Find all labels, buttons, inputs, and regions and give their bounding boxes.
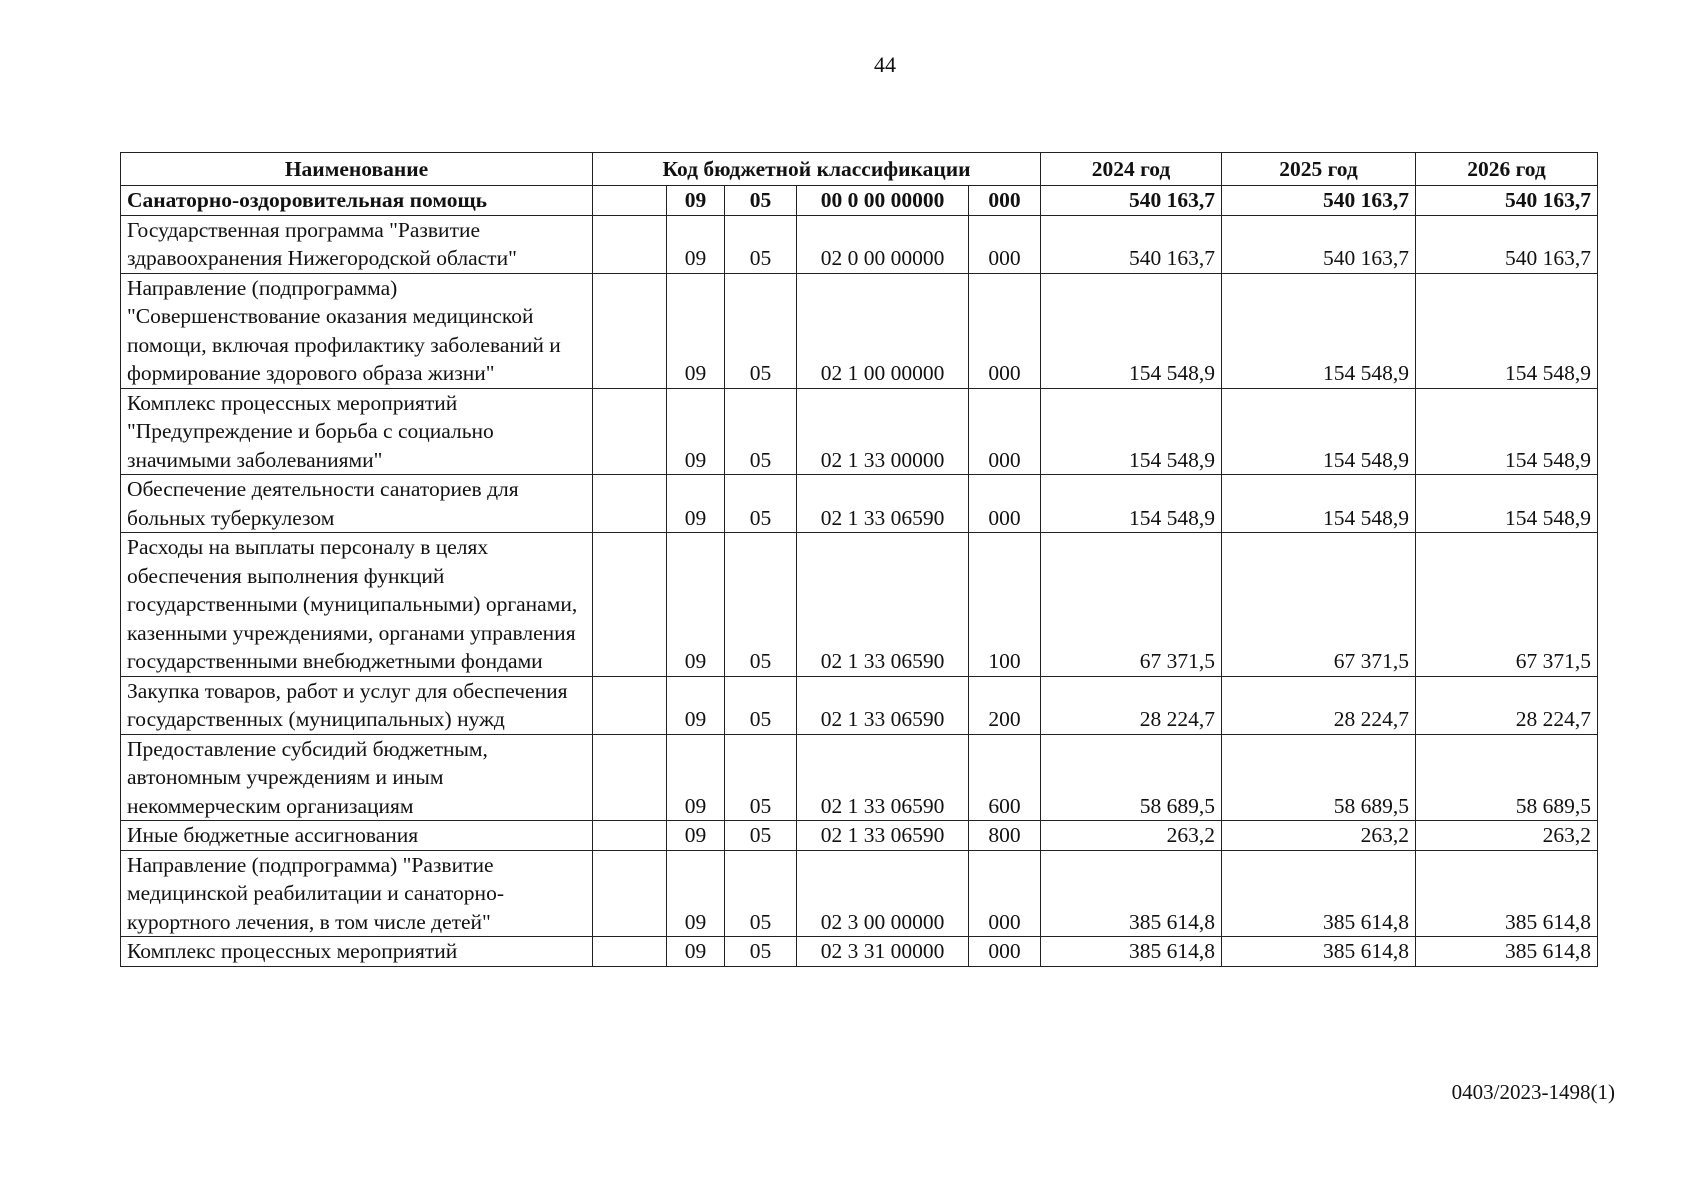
table-row [121, 937, 1598, 967]
row-target-article-code: 00 0 00 00000 [797, 186, 969, 216]
row-amount-2026: 385 614,8 [1416, 850, 1598, 937]
row-blank-cell [593, 676, 667, 734]
row-blank-cell [593, 388, 667, 475]
row-subsection-code: 05 [725, 475, 797, 533]
row-blank-cell [593, 850, 667, 937]
row-subsection-code: 05 [725, 388, 797, 475]
row-amount-2025: 154 548,9 [1222, 388, 1416, 475]
row-subsection-code: 05 [725, 186, 797, 216]
row-blank-cell [593, 475, 667, 533]
row-target-article-code: 02 1 33 06590 [797, 734, 969, 821]
page-number: 44 [874, 52, 896, 77]
row-section-code: 09 [667, 676, 725, 734]
table-row [121, 475, 1598, 533]
row-amount-2024: 385 614,8 [1041, 850, 1222, 937]
row-expense-type-code: 000 [969, 215, 1041, 273]
row-name: Комплекс процессных мероприятий "Предупреждение и борьба с социально значимыми заболеваниями" [121, 388, 593, 475]
row-section-code: 09 [667, 734, 725, 821]
row-target-article-code: 02 0 00 00000 [797, 215, 969, 273]
row-target-article-code: 02 1 33 06590 [797, 821, 969, 851]
row-section-code: 09 [667, 533, 725, 677]
budget-table [120, 152, 1598, 967]
row-section-code: 09 [667, 850, 725, 937]
row-subsection-code: 05 [725, 937, 797, 967]
row-blank-cell [593, 273, 667, 388]
row-amount-2024: 28 224,7 [1041, 676, 1222, 734]
row-amount-2026: 263,2 [1416, 821, 1598, 851]
row-amount-2025: 263,2 [1222, 821, 1416, 851]
row-expense-type-code: 000 [969, 850, 1041, 937]
row-section-code: 09 [667, 215, 725, 273]
row-section-code: 09 [667, 821, 725, 851]
row-name: Санаторно-оздоровительная помощь [121, 186, 593, 216]
table-row [121, 186, 1598, 216]
row-name: Иные бюджетные ассигнования [121, 821, 593, 851]
row-amount-2024: 154 548,9 [1041, 273, 1222, 388]
header-2024: 2024 год [1041, 153, 1222, 186]
row-target-article-code: 02 1 33 06590 [797, 676, 969, 734]
row-amount-2024: 154 548,9 [1041, 475, 1222, 533]
table-row [121, 215, 1598, 273]
row-expense-type-code: 800 [969, 821, 1041, 851]
header-2025: 2025 год [1222, 153, 1416, 186]
row-amount-2025: 154 548,9 [1222, 475, 1416, 533]
row-name: Предоставление субсидий бюджетным, автономным учреждениям и иным некоммерческим организациям [121, 734, 593, 821]
row-section-code: 09 [667, 388, 725, 475]
row-amount-2026: 540 163,7 [1416, 186, 1598, 216]
row-name: Обеспечение деятельности санаториев для больных туберкулезом [121, 475, 593, 533]
row-target-article-code: 02 1 33 06590 [797, 475, 969, 533]
row-expense-type-code: 100 [969, 533, 1041, 677]
row-amount-2025: 540 163,7 [1222, 186, 1416, 216]
row-target-article-code: 02 3 00 00000 [797, 850, 969, 937]
row-blank-cell [593, 734, 667, 821]
row-name: Комплекс процессных мероприятий [121, 937, 593, 967]
row-section-code: 09 [667, 186, 725, 216]
row-amount-2024: 58 689,5 [1041, 734, 1222, 821]
row-amount-2024: 540 163,7 [1041, 186, 1222, 216]
row-name: Закупка товаров, работ и услуг для обеспечения государственных (муниципальных) нужд [121, 676, 593, 734]
row-amount-2026: 154 548,9 [1416, 475, 1598, 533]
row-amount-2026: 28 224,7 [1416, 676, 1598, 734]
row-amount-2024: 263,2 [1041, 821, 1222, 851]
row-target-article-code: 02 3 31 00000 [797, 937, 969, 967]
row-expense-type-code: 000 [969, 475, 1041, 533]
row-expense-type-code: 600 [969, 734, 1041, 821]
row-amount-2024: 154 548,9 [1041, 388, 1222, 475]
row-amount-2025: 67 371,5 [1222, 533, 1416, 677]
row-blank-cell [593, 533, 667, 677]
table-row [121, 676, 1598, 734]
row-target-article-code: 02 1 33 06590 [797, 533, 969, 677]
row-amount-2025: 28 224,7 [1222, 676, 1416, 734]
row-amount-2026: 540 163,7 [1416, 215, 1598, 273]
row-expense-type-code: 000 [969, 937, 1041, 967]
row-section-code: 09 [667, 937, 725, 967]
table-row [121, 388, 1598, 475]
header-2026: 2026 год [1416, 153, 1598, 186]
row-amount-2025: 385 614,8 [1222, 850, 1416, 937]
document-code: 0403/2023-1498(1) [1451, 1080, 1615, 1104]
row-target-article-code: 02 1 33 00000 [797, 388, 969, 475]
row-amount-2025: 58 689,5 [1222, 734, 1416, 821]
table-header-row [121, 153, 1598, 186]
row-expense-type-code: 000 [969, 186, 1041, 216]
row-amount-2025: 385 614,8 [1222, 937, 1416, 967]
row-target-article-code: 02 1 00 00000 [797, 273, 969, 388]
row-subsection-code: 05 [725, 215, 797, 273]
row-amount-2024: 385 614,8 [1041, 937, 1222, 967]
row-expense-type-code: 200 [969, 676, 1041, 734]
row-subsection-code: 05 [725, 273, 797, 388]
row-blank-cell [593, 186, 667, 216]
row-blank-cell [593, 821, 667, 851]
header-code: Код бюджетной классификации [593, 153, 1041, 186]
row-subsection-code: 05 [725, 734, 797, 821]
row-amount-2024: 540 163,7 [1041, 215, 1222, 273]
row-name: Направление (подпрограмма) "Совершенствование оказания медицинской помощи, включая профилактику заболеваний и формирование здорового образа жизни" [121, 273, 593, 388]
row-expense-type-code: 000 [969, 388, 1041, 475]
row-blank-cell [593, 215, 667, 273]
row-name: Государственная программа "Развитие здравоохранения Нижегородской области" [121, 215, 593, 273]
row-amount-2024: 67 371,5 [1041, 533, 1222, 677]
row-subsection-code: 05 [725, 850, 797, 937]
row-subsection-code: 05 [725, 821, 797, 851]
table-row [121, 850, 1598, 937]
row-expense-type-code: 000 [969, 273, 1041, 388]
row-blank-cell [593, 937, 667, 967]
row-amount-2026: 67 371,5 [1416, 533, 1598, 677]
row-amount-2026: 385 614,8 [1416, 937, 1598, 967]
table-row [121, 533, 1598, 677]
table-row [121, 734, 1598, 821]
row-amount-2025: 154 548,9 [1222, 273, 1416, 388]
row-subsection-code: 05 [725, 676, 797, 734]
row-amount-2026: 154 548,9 [1416, 273, 1598, 388]
row-subsection-code: 05 [725, 533, 797, 677]
row-name: Расходы на выплаты персоналу в целях обеспечения выполнения функций государственными (муниципальными) органами, казенными учреждениями, органами управления государственными внебюджетными фондами [121, 533, 593, 677]
row-name: Направление (подпрограмма) "Развитие медицинской реабилитации и санаторно-курортного лечения, в том числе детей" [121, 850, 593, 937]
table-row [121, 273, 1598, 388]
row-section-code: 09 [667, 273, 725, 388]
row-amount-2026: 58 689,5 [1416, 734, 1598, 821]
row-section-code: 09 [667, 475, 725, 533]
table-row [121, 821, 1598, 851]
header-name: Наименование [121, 153, 593, 186]
row-amount-2025: 540 163,7 [1222, 215, 1416, 273]
row-amount-2026: 154 548,9 [1416, 388, 1598, 475]
